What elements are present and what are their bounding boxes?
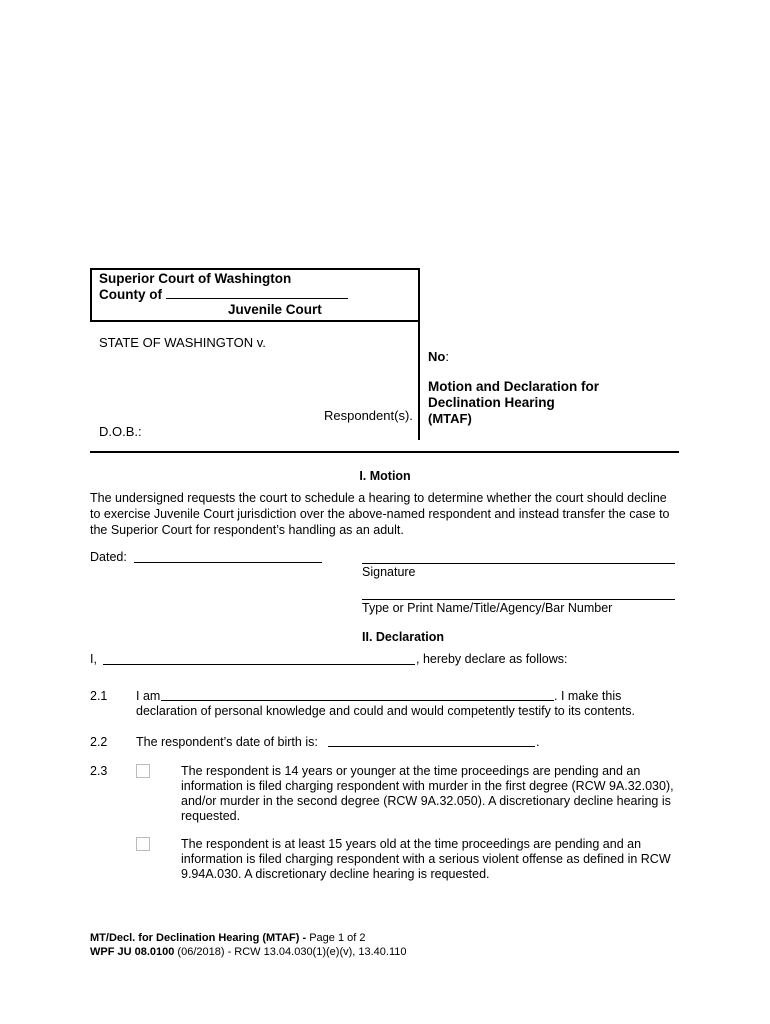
respondent-dob-field[interactable] (328, 746, 535, 747)
item-2-1-line2: declaration of personal knowledge and could and would competently testify to its contents. (136, 704, 635, 718)
footer-code-rest: (06/2018) - RCW 13.04.030(1)(e)(v), 13.40.110 (174, 946, 407, 958)
item-2-1-prefix: I am (136, 689, 161, 703)
document-title-line1: Motion and Declaration for (428, 379, 600, 394)
respondent-label: Respondent(s). (324, 408, 413, 423)
item-number: 2.3 (90, 764, 108, 778)
caption-divider (418, 268, 420, 440)
motion-body: The undersigned requests the court to schedule a hearing to determine whether the court should decline to exercise Juvenile Court jurisdiction over the above-named respondent and instead transfer the case to the Superior Court for respondent’s handling as an adult. (90, 491, 670, 537)
dated-field[interactable] (134, 562, 322, 563)
declarant-suffix: , hereby declare as follows: (416, 652, 568, 666)
footer-title-bold: MT/Decl. for Declination Hearing (MTAF) - (90, 932, 307, 944)
item-number: 2.1 (90, 689, 108, 703)
court-type: Juvenile Court (228, 302, 322, 317)
case-number (428, 349, 449, 364)
caption-rule (90, 451, 679, 453)
footer-title (90, 932, 365, 944)
declarant-prefix: I, (90, 652, 97, 666)
signature-label: Signature (362, 565, 416, 579)
signature-field[interactable] (362, 563, 675, 564)
county-label: County of (99, 287, 162, 302)
case-number-label: No (428, 349, 446, 364)
document-code: (MTAF) (428, 411, 472, 426)
name-label: Type or Print Name/Title/Agency/Bar Number (362, 601, 613, 615)
dob-label: D.O.B.: (99, 424, 142, 439)
document-title-line2: Declination Hearing (428, 395, 555, 410)
item-number: 2.2 (90, 735, 108, 749)
option-1-text: The respondent is 14 years or younger at the time proceedings are pending and an information is filed charging respondent with murder in the first degree (RCW 9A.32.030), and/or murder in the second degree (RCW 9A.32.050). A discretionary decline hearing is requested. (181, 764, 674, 823)
item-2-1-suffix: . I make this (554, 689, 622, 703)
footer-code-bold: WPF JU 08.0100 (90, 946, 175, 958)
name-field[interactable] (362, 599, 675, 600)
county-field[interactable] (166, 298, 348, 299)
footer-code (90, 946, 407, 958)
item-2-2-text: The respondent’s date of birth is: (136, 735, 318, 749)
option-1-checkbox[interactable] (136, 764, 150, 778)
option-2-text: The respondent is at least 15 years old at the time proceedings are pending and an information is filed charging respondent with a serious violent offense as defined in RCW 9.94A.030. A discretionary decline hearing is requested. (181, 837, 671, 881)
state-v-label: STATE OF WASHINGTON v. (99, 335, 266, 350)
court-name: Superior Court of Washington (99, 271, 292, 286)
footer-page: Page 1 of 2 (306, 932, 366, 944)
declarant-role-field[interactable] (161, 700, 554, 701)
case-number-colon: : (445, 349, 449, 364)
dated-label: Dated: (90, 550, 127, 564)
item-2-2-suffix: . (536, 735, 540, 749)
option-2-checkbox[interactable] (136, 837, 150, 851)
declarant-name-field[interactable] (103, 664, 415, 665)
declaration-heading: II. Declaration (362, 630, 444, 644)
motion-heading: I. Motion (359, 469, 411, 483)
